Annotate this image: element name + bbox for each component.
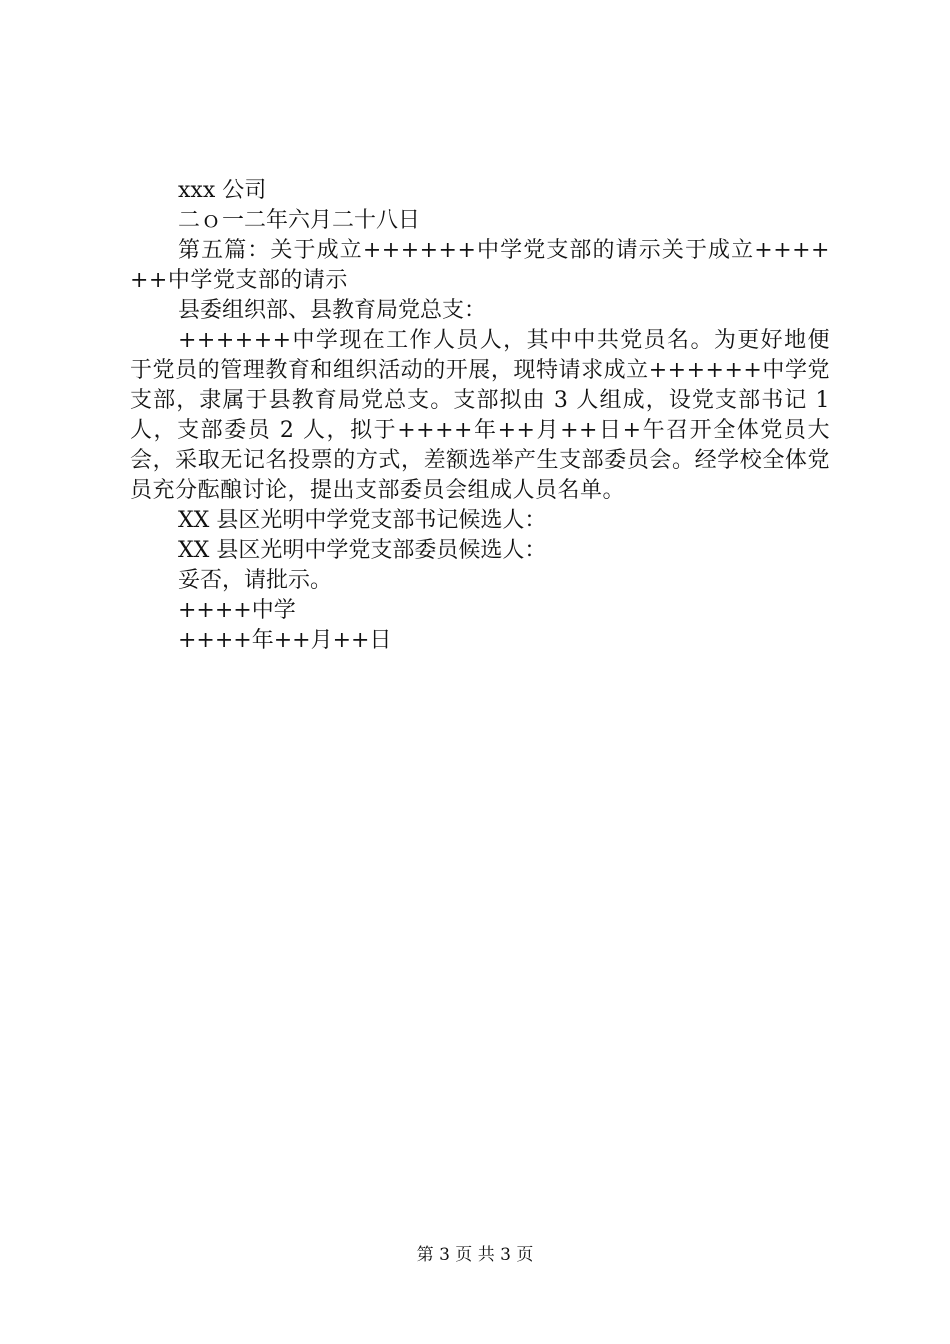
page-footer [0,1244,950,1266]
signature-organization: ++++中学 [178,598,296,623]
body-paragraph: ++++++中学现在工作人员人，其中中共党员名。为更好地便于党员的管理教育和组织活动的开展，现特请求成立++++++中学党支部，隶属于县教育局党总支。支部拟由 3 人组成，设党支部书记 1 人，支部委员 2 人，拟于++++年++月++日+午召开全体党员大会，采取无记名投票的方式，差额选举产生支部委员会。经学校全体党员充分酝酿讨论，提出支部委员会组成人员名单。 [130,328,830,503]
secretary-candidate-line: XX 县区光明中学党支部书记候选人： [178,508,547,533]
addressee: 县委组织部、县教育局党总支： [178,298,487,323]
company-name: xxx 公司 [178,178,267,203]
date-line: 二ｏ一二年六月二十八日 [178,208,421,233]
document-body [130,176,830,656]
section-heading: 第五篇：关于成立++++++中学党支部的请示关于成立++++++中学党支部的请示 [130,238,830,293]
signature-date: ++++年++月++日 [178,628,392,653]
closing-line: 妥否，请批示。 [178,568,333,593]
page-number: 第 3 页 共 3 页 [416,1245,534,1265]
member-candidate-line: XX 县区光明中学党支部委员候选人： [178,538,547,563]
